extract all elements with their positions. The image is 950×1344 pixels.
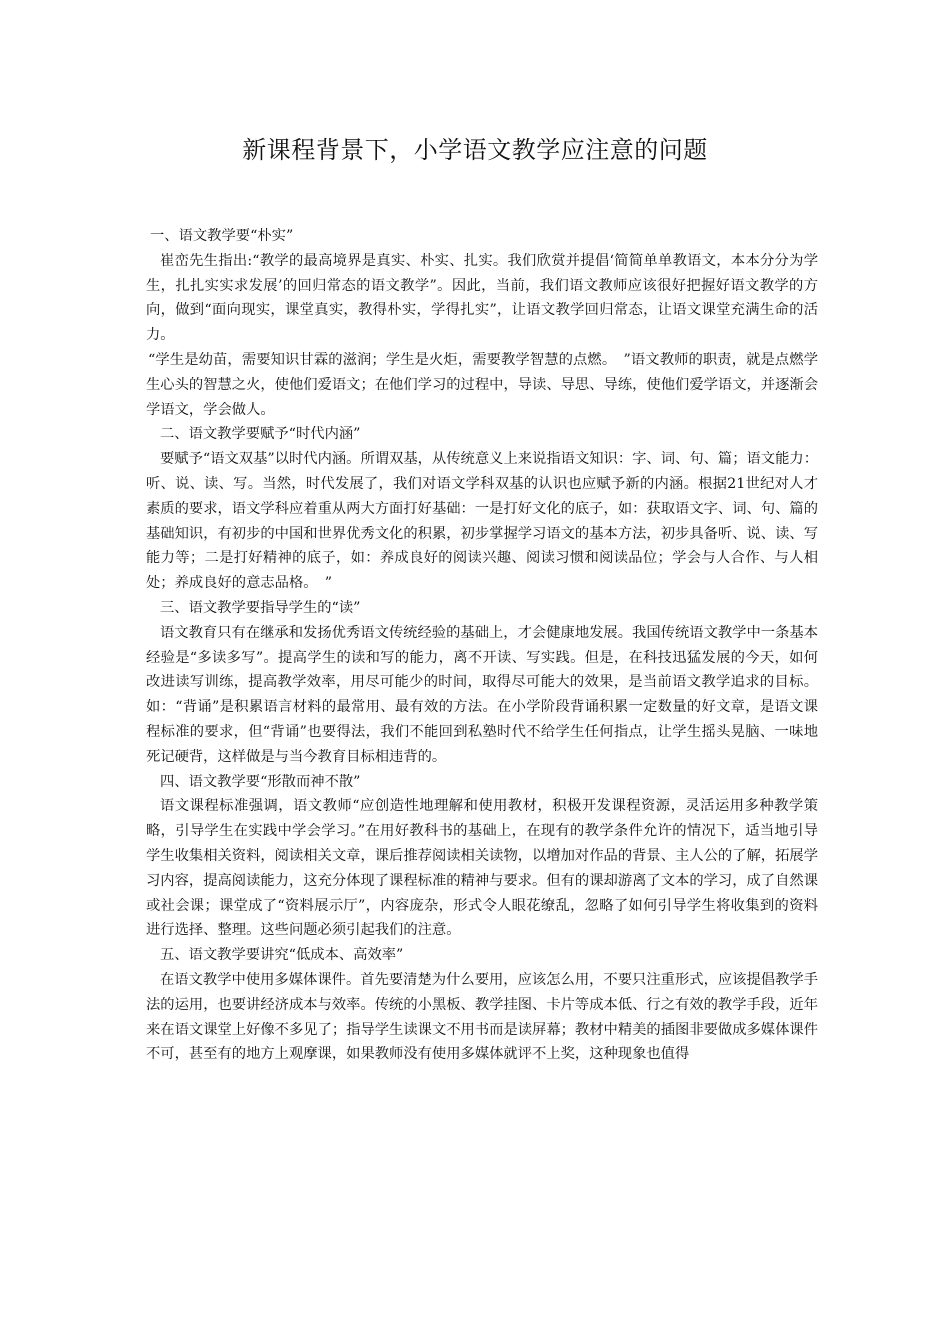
section-heading-2: 二、语文教学要赋予“时代内涵” <box>160 426 361 443</box>
section-2-paragraph-1: 要赋予“语文双基”以时代内涵。所谓双基，从传统意义上来说指语文知识：字、词、句、篇；语文能力：听、说、读、写。当然，时代发展了，我们对语文学科双基的认识也应赋予新的内涵。根据21世纪对人才素质的要求，语文学科应着重从两大方面打好基础：一是打好文化的底子，如：获取语文字、词、句、篇的基础知识，有初步的中国和世界优秀文化的积累，初步掌握学习语文的基本方法，初步具备听、说、读、写能力等；二是打好精神的底子，如：养成良好的阅读兴趣、阅读习惯和阅读品位；学会与人合作、与人相处；养成良好的意志品格。 ” <box>146 451 818 592</box>
section-heading-4: 四、语文教学要“形散而神不散” <box>160 773 361 790</box>
section-heading-1: 一、语文教学要“朴实” <box>150 228 294 244</box>
section-heading-3: 三、语文教学要指导学生的“读” <box>160 599 361 616</box>
document-body <box>146 224 818 1067</box>
section-1-paragraph-2: “学生是幼苗，需要知识甘霖的滋润；学生是火炬，需要教学智慧的点燃。 ”语文教师的职责，就是点燃学生心头的智慧之火，使他们爱语文；在他们学习的过程中，导读、导思、导练，使他们爱学语文，并逐渐会学语文，学会做人。 <box>146 351 818 418</box>
section-1-paragraph-1: 崔峦先生指出:“教学的最高境界是真实、朴实、扎实。我们欣赏并提倡‘简简单单教语文，本本分分为学生，扎扎实实求发展’的回归常态的语文教学”。因此，当前，我们语文教师应该很好把握好语文教学的方向，做到“面向现实，课堂真实，教得朴实，学得扎实”，让语文教学回归常态，让语文课堂充满生命的活力。 <box>146 252 818 344</box>
section-3-paragraph-1: 语文教育只有在继承和发扬优秀语文传统经验的基础上，才会健康地发展。我国传统语文教学中一条基本经验是“多读多写”。提高学生的读和写的能力，离不开读、写实践。但是，在科技迅猛发展的今天，如何改进读写训练，提高教学效率，用尽可能少的时间，取得尽可能大的效果，是当前语文教学追求的目标。如：“背诵”是积累语言材料的最常用、最有效的方法。在小学阶段背诵积累一定数量的好文章，是语文课程标准的要求，但“背诵”也要得法，我们不能回到私塾时代不给学生任何指点，让学生摇头晃脑、一味地死记硬背，这样做是与当今教育目标相违背的。 <box>146 624 818 765</box>
section-heading-5: 五、语文教学要讲究“低成本、高效率” <box>160 947 404 964</box>
section-4-paragraph-1: 语文课程标准强调，语文教师“应创造性地理解和使用教材，积极开发课程资源，灵活运用多种教学策略，引导学生在实践中学会学习。”在用好教科书的基础上，在现有的教学条件允许的情况下，适当地引导学生收集相关资料，阅读相关文章，课后推荐阅读相关读物，以增加对作品的背景、主人公的了解，拓展学习内容，提高阅读能力，这充分体现了课程标准的精神与要求。但有的课却游离了文本的学习，成了自然课或社会课；课堂成了“资料展示厅”，内容庞杂，形式令人眼花缭乱，忽略了如何引导学生将收集到的资料进行选择、整理。这些问题必须引起我们的注意。 <box>146 798 818 939</box>
section-5-paragraph-1: 在语文教学中使用多媒体课件。首先要清楚为什么要用，应该怎么用，不要只注重形式，应该提倡教学手法的运用，也要讲经济成本与效率。传统的小黑板、教学挂图、卡片等成本低、行之有效的教学手段，近年来在语文课堂上好像不多见了；指导学生读课文不用书而是读屏幕；教材中精美的插图非要做成多媒体课件不可，甚至有的地方上观摩课，如果教师没有使用多媒体就评不上奖，这种现象也值得 <box>146 971 818 1063</box>
document-title: 新课程背景下，小学语文教学应注意的问题 <box>242 136 708 164</box>
